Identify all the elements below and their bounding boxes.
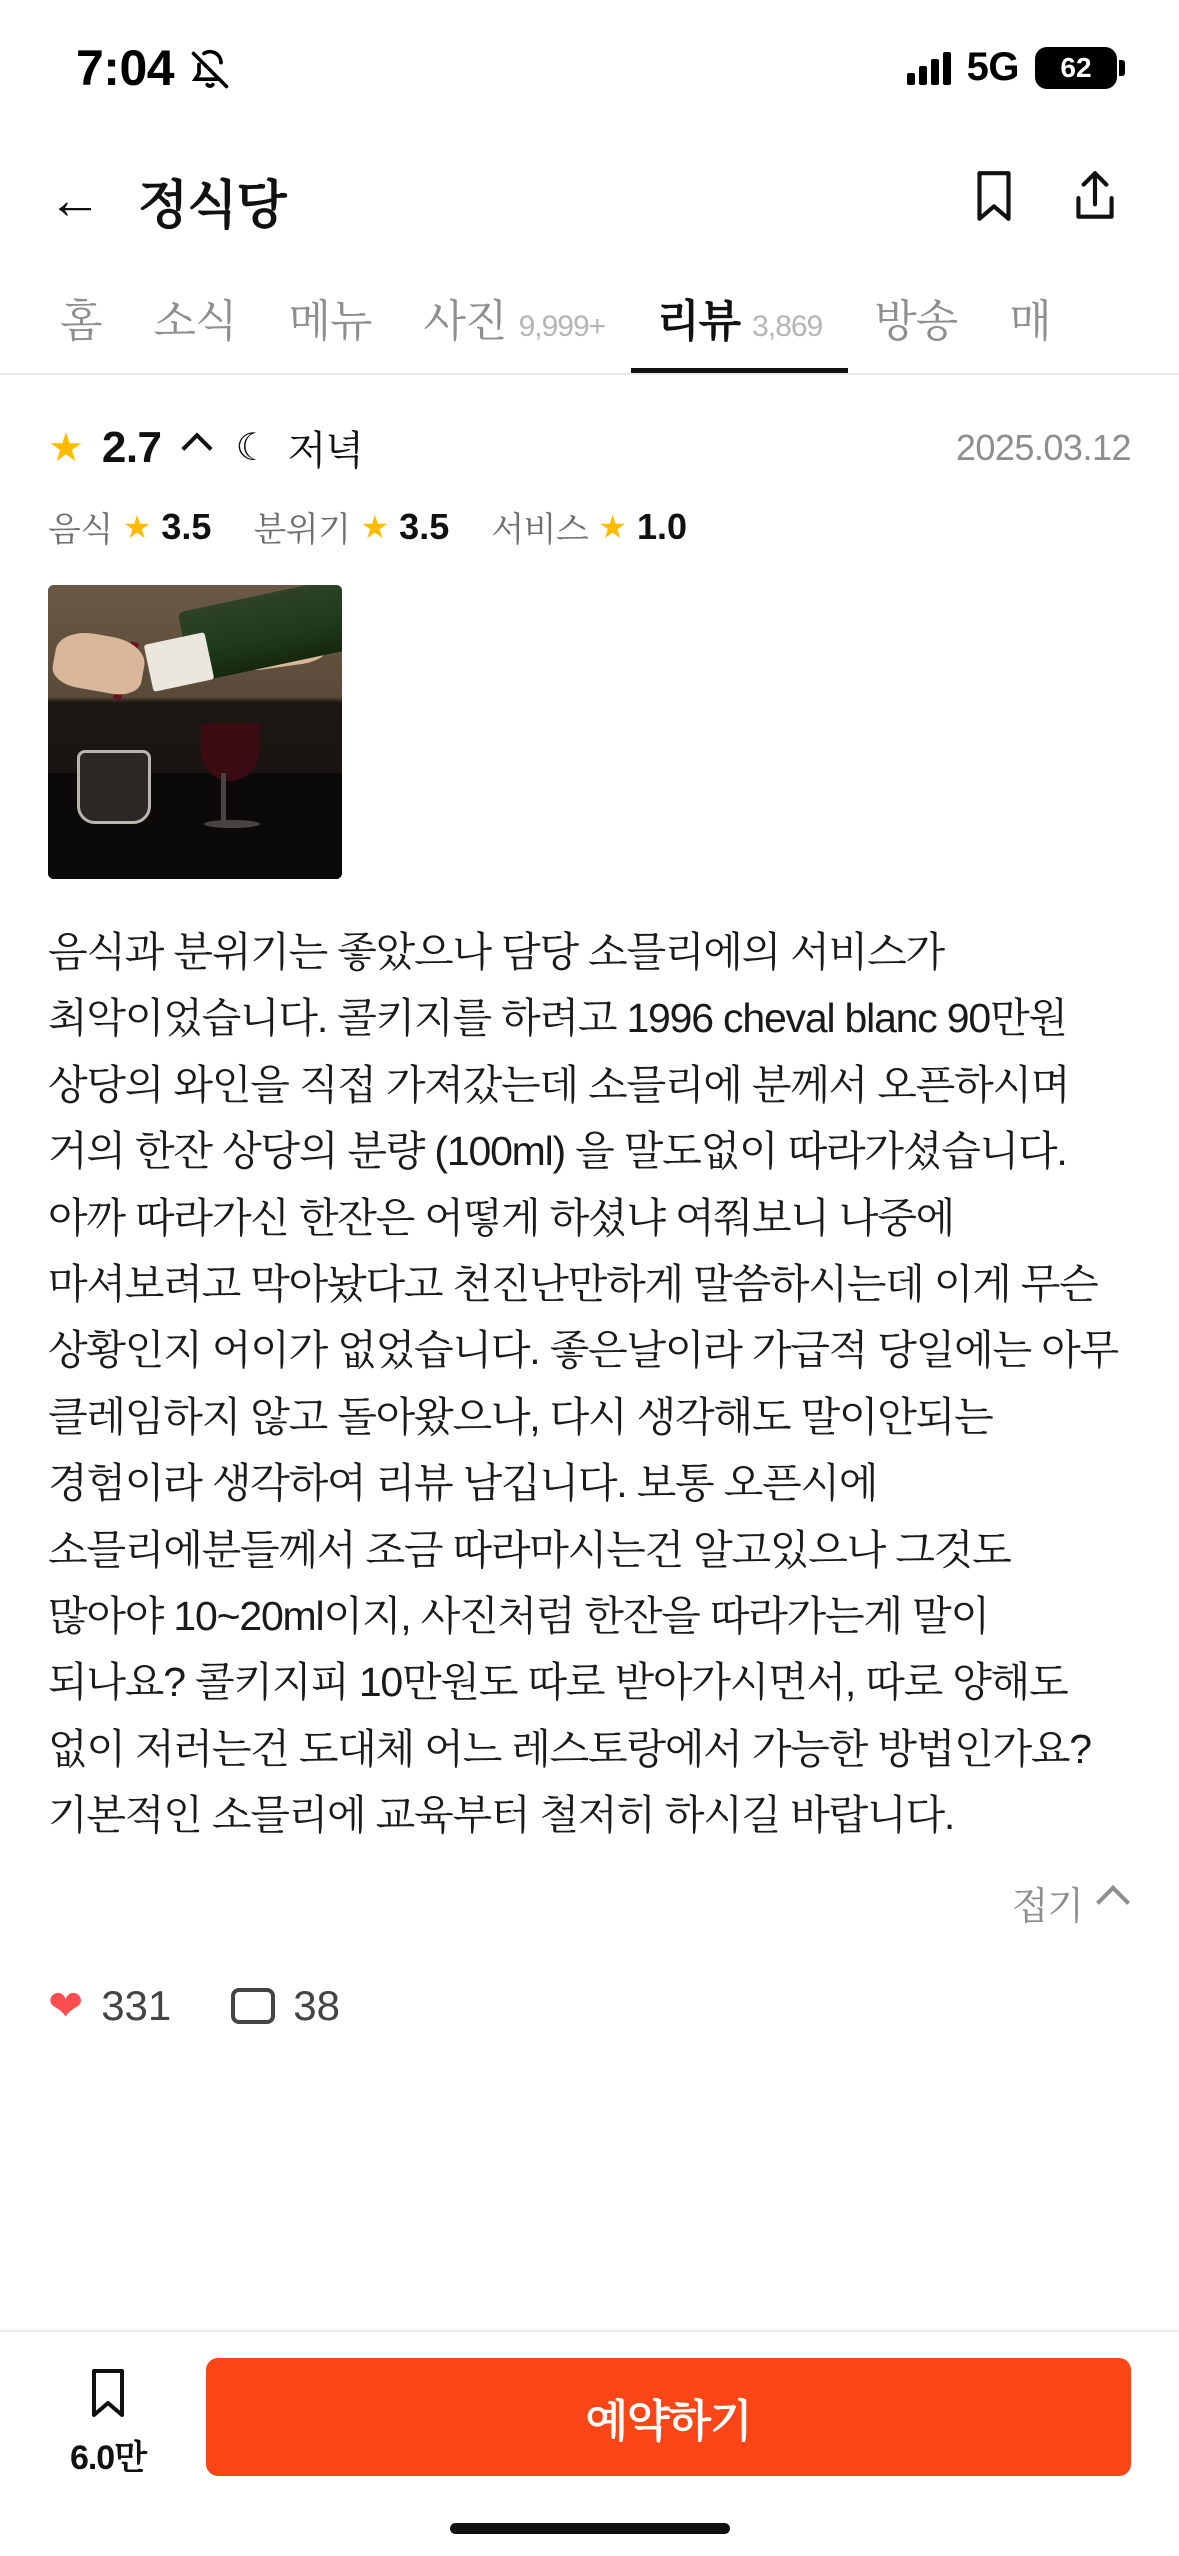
- status-time-group: [76, 39, 232, 97]
- battery-indicator: 62: [1035, 47, 1117, 89]
- subrating-value: 3.5: [161, 505, 212, 547]
- home-indicator: [450, 2523, 730, 2534]
- photo-ice-bucket: [77, 750, 151, 824]
- star-icon: ★: [598, 508, 627, 545]
- photo-wine-glass: [201, 723, 259, 781]
- status-indicators: [907, 45, 1117, 90]
- like-button[interactable]: [48, 1981, 171, 2030]
- review-item: [0, 375, 1179, 2036]
- tab-label: 메뉴: [288, 297, 372, 346]
- moon-icon: ☾: [235, 427, 270, 469]
- tab-reviews[interactable]: [631, 285, 848, 373]
- tab-label: 홈: [60, 297, 102, 346]
- review-rating-group[interactable]: [48, 419, 363, 476]
- chevron-up-icon: [1096, 1885, 1130, 1919]
- page-header: [0, 135, 1179, 265]
- subrating-label: 서비스: [491, 511, 589, 549]
- page-title: 정식당: [138, 176, 286, 235]
- heart-icon: ❤: [48, 1982, 84, 2030]
- review-photo[interactable]: [48, 585, 342, 879]
- status-time: 7:04: [76, 39, 175, 96]
- tab-photos[interactable]: [398, 285, 632, 373]
- subrating-label: 음식: [48, 511, 113, 549]
- collapse-toggle[interactable]: [48, 1875, 1131, 1930]
- review-reactions: [48, 1976, 1131, 2036]
- tab-menu[interactable]: [263, 285, 398, 373]
- star-icon: ★: [122, 508, 152, 545]
- header-actions: [969, 167, 1129, 233]
- bell-slash-icon: [188, 46, 232, 90]
- visit-time-label: 저녁: [287, 429, 363, 473]
- tab-news[interactable]: [128, 285, 263, 373]
- comment-count: 38: [293, 1981, 340, 2029]
- tab-more[interactable]: [983, 285, 1077, 373]
- subrating-service: [491, 502, 687, 551]
- tab-broadcast[interactable]: [848, 285, 983, 373]
- review-body-text: 음식과 분위기는 좋았으나 담당 소믈리에의 서비스가 최악이었습니다. 콜키지를 하려고 1996 cheval blanc 90만원 상당의 와인을 직접 가져갔는데 소믈리에 분께서 오픈하시며 거의 한잔 상당의 분량 (100ml) 을 말도없이 따라가셨습니다. 아까 따라가신 한잔은 어떻게 하셨냐 여쭤보니 나중에 마셔보려고 막아놨다고 천진난만하게 말씀하시는데 이게 무슨 상황인지 어이가 없었습니다. 좋은날이라 가급적 당일에는 아무 클레임하지 않고 돌아왔으나, 다시 생각해도 말이안되는 경험이라 생각하여 리뷰 남깁니다. 보통 오픈시에 소믈리에분들께서 조금 따라마시는건 알고있으나 그것도 많아야 10~20ml이지, 사진처럼 한잔을 따라가는게 말이 되나요? 콜키지피 10만원도 따로 받아가시면서, 따로 양해도 없이 저러는건 도대체 어느 레스토랑에서 가능한 방법인가요? 기본적인 소믈리에 교육부터 철저히 하시길 바랍니다.: [48, 929, 1118, 1839]
- star-icon: ★: [360, 508, 390, 545]
- comment-button[interactable]: [231, 1982, 340, 2030]
- tab-label: 사진: [423, 297, 507, 346]
- save-button[interactable]: [48, 2358, 168, 2479]
- save-count: 6.0만: [69, 2439, 147, 2477]
- subratings: [48, 502, 1131, 551]
- tab-label: 매: [1009, 297, 1051, 346]
- chevron-up-icon[interactable]: [181, 432, 212, 463]
- back-arrow-icon[interactable]: ←: [48, 170, 102, 230]
- status-bar: [0, 0, 1179, 135]
- reserve-button[interactable]: 예약하기: [206, 2358, 1131, 2476]
- subrating-value: 3.5: [399, 505, 450, 547]
- tab-count: 3,869: [752, 310, 823, 343]
- bookmark-icon: [84, 2364, 132, 2422]
- tab-bar[interactable]: [0, 265, 1179, 375]
- tab-home[interactable]: [34, 285, 128, 373]
- collapse-label: 접기: [1011, 1885, 1083, 1928]
- share-icon[interactable]: [1069, 167, 1129, 233]
- tab-label: 방송: [874, 297, 958, 346]
- signal-strength-icon: [907, 51, 951, 85]
- tab-count: 9,999+: [518, 310, 606, 343]
- review-date: 2025.03.12: [955, 426, 1131, 468]
- subrating-label: 분위기: [253, 511, 351, 549]
- bookmark-icon[interactable]: [969, 167, 1029, 233]
- photo-glass-stem: [221, 773, 226, 823]
- star-icon: ★: [48, 425, 84, 470]
- subrating-value: 1.0: [636, 505, 687, 547]
- network-type-label: 5G: [966, 45, 1019, 89]
- comment-icon: [231, 1988, 275, 2024]
- review-header: [48, 419, 1131, 476]
- like-count: 331: [101, 1981, 172, 2029]
- tab-label: 소식: [153, 297, 237, 346]
- subrating-food: [48, 502, 211, 551]
- subrating-atmosphere: [253, 502, 449, 551]
- review-rating-value: 2.7: [101, 422, 162, 472]
- tab-label: 리뷰: [657, 297, 741, 346]
